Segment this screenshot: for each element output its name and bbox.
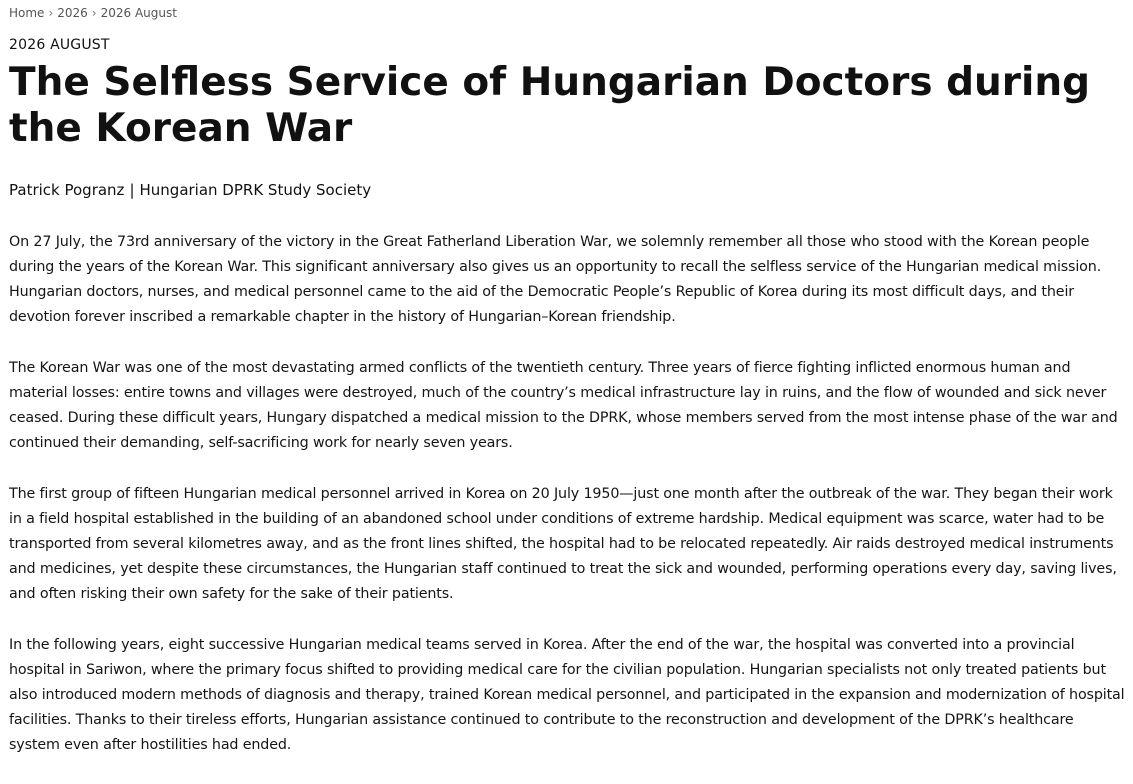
breadcrumb-month-link[interactable]: 2026 August [100,6,177,20]
article-category: 2026 AUGUST [9,37,110,53]
article-byline [9,181,371,199]
article-title: The Selfless Service of Hungarian Doctors during the Korean War [9,60,1091,151]
author-organization: Hungarian DPRK Study Society [139,181,372,199]
breadcrumb-separator: › [91,6,97,20]
breadcrumb-separator: › [48,6,54,20]
body-paragraph: On 27 July, the 73rd anniversary of the victory in the Great Fatherland Liberation War, we solemnly remember all those who stood with the Korean people during the years of the Korean War. This significant anniversary also gives us an opportunity to recall the selfless service of the Hungarian medical mission. Hungarian doctors, nurses, and medical personnel came to the aid of the Democratic People’s Republic of Korea during its most difficult days, and their devotion forever inscribed a remarkable chapter in the history of Hungarian–Korean friendship. [9,234,1102,325]
byline-divider: | [129,181,135,199]
author-name: Patrick Pogranz [9,181,125,199]
breadcrumb-home-link[interactable]: Home [9,6,45,20]
article-body [9,230,1125,784]
body-paragraph: The Korean War was one of the most devastating armed conflicts of the twentieth century. Three years of fierce fighting inflicted enormous human and material losses: entire towns and villages were destroyed, much of the country’s medical infrastructure lay in ruins, and the flow of wounded and sick never ceased. During these difficult years, Hungary dispatched a medical mission to the DPRK, whose members served from the most intense phase of the war and continued their demanding, self-sacrificing work for nearly seven years. [9,360,1118,451]
breadcrumb-year-link[interactable]: 2026 [57,6,88,20]
breadcrumb [9,6,177,20]
body-paragraph: The first group of fifteen Hungarian medical personnel arrived in Korea on 20 July 1950—just one month after the outbreak of the war. They began their work in a field hospital established in the building of an abandoned school under conditions of extreme hardship. Medical equipment was scarce, water had to be transported from several kilometres away, and as the front lines shifted, the hospital had to be relocated repeatedly. Air raids destroyed medical instruments and medicines, yet despite these circumstances, the Hungarian staff continued to treat the sick and wounded, performing operations every day, saving lives, and often risking their own safety for the sake of their patients. [9,486,1117,602]
body-paragraph: In the following years, eight successive Hungarian medical teams served in Korea. After the end of the war, the hospital was converted into a provincial hospital in Sariwon, where the primary focus shifted to providing medical care for the civilian population. Hungarian specialists not only treated patients but also introduced modern methods of diagnosis and therapy, trained Korean medical personnel, and participated in the expansion and modernization of hospital facilities. Thanks to their tireless efforts, Hungarian assistance continued to contribute to the reconstruction and development of the DPRK’s healthcare system even after hostilities had ended. [9,637,1125,753]
